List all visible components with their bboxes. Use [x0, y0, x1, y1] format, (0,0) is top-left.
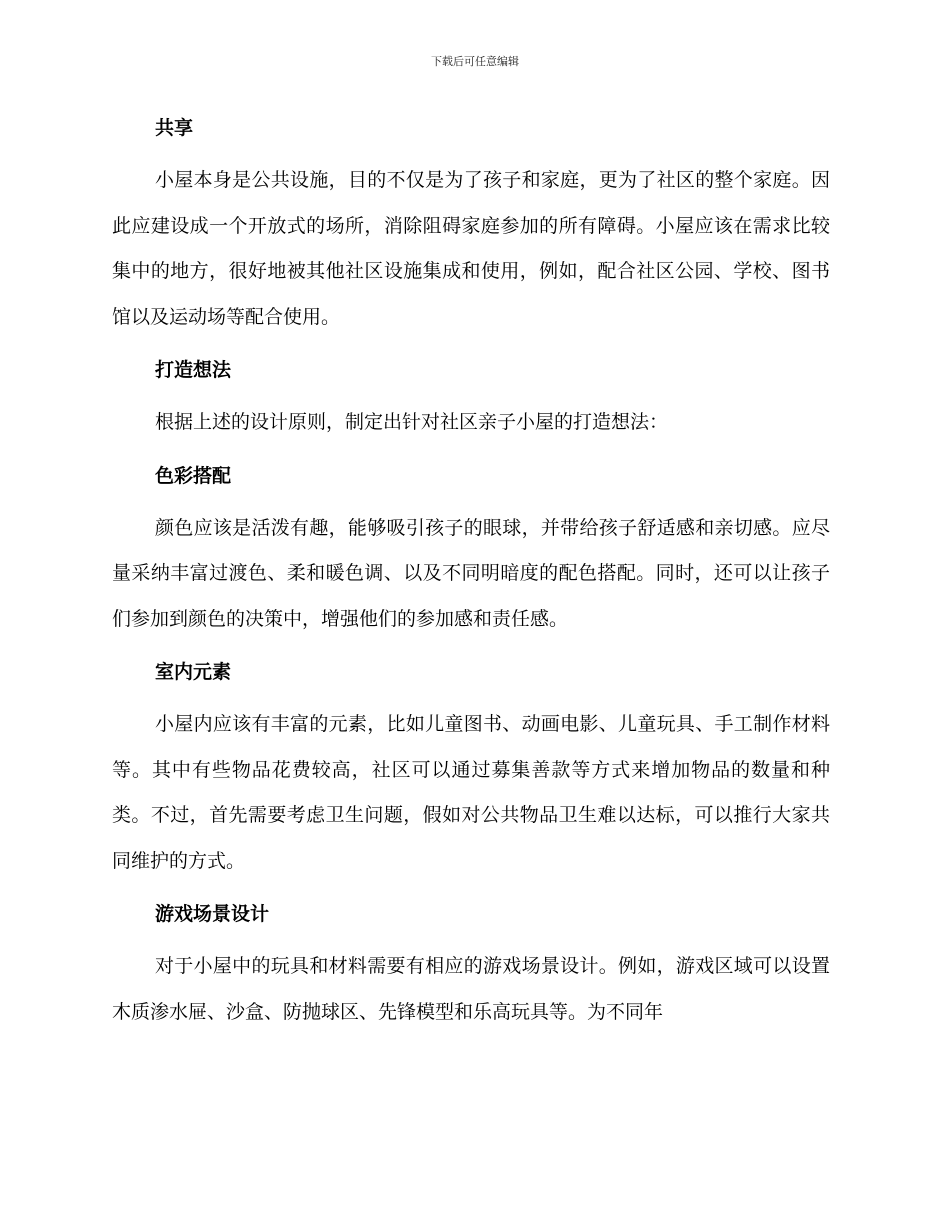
heading-color-scheme: 色彩搭配 — [155, 464, 232, 487]
page-header-note: 下载后可任意编辑 — [431, 55, 519, 68]
paragraph-color-scheme: 颜色应该是活泼有趣，能够吸引孩子的眼球，并带给孩子舒适感和亲切感。应尽量采纳丰富过渡色、柔和暖色调、以及不同明暗度的配色搭配。同时，还可以让孩子们参加到颜色的决策中，增强他们的参加感和责任感。 — [112, 516, 830, 630]
paragraph-sharing: 小屋本身是公共设施，目的不仅是为了孩子和家庭，更为了社区的整个家庭。因此应建设成一个开放式的场所，消除阻碍家庭参加的所有障碍。小屋应该在需求比较集中的地方，很好地被其他社区设施集成和使用，例如，配合社区公园、学校、图书馆以及运动场等配合使用。 — [112, 169, 830, 328]
paragraph-construction-ideas: 根据上述的设计原则，制定出针对社区亲子小屋的打造想法： — [155, 411, 669, 433]
heading-sharing: 共享 — [155, 117, 194, 139]
heading-game-scene-design: 游戏场景设计 — [155, 903, 270, 925]
paragraph-indoor-elements: 小屋内应该有丰富的元素，比如儿童图书、动画电影、儿童玩具、手工制作材料等。其中有些物品花费较高，社区可以通过募集善款等方式来增加物品的数量和种类。不过，首先需要考虑卫生问题，假如对公共物品卫生难以达标，可以推行大家共同维护的方式。 — [112, 713, 830, 872]
paragraph-game-scene-design: 对于小屋中的玩具和材料需要有相应的游戏场景设计。例如，游戏区域可以设置木质渗水屉、沙盒、防抛球区、先锋模型和乐高玩具等。为不同年 — [112, 955, 830, 1023]
heading-indoor-elements: 室内元素 — [155, 661, 232, 683]
document-body — [112, 110, 830, 1047]
heading-construction-ideas: 打造想法 — [155, 359, 232, 381]
